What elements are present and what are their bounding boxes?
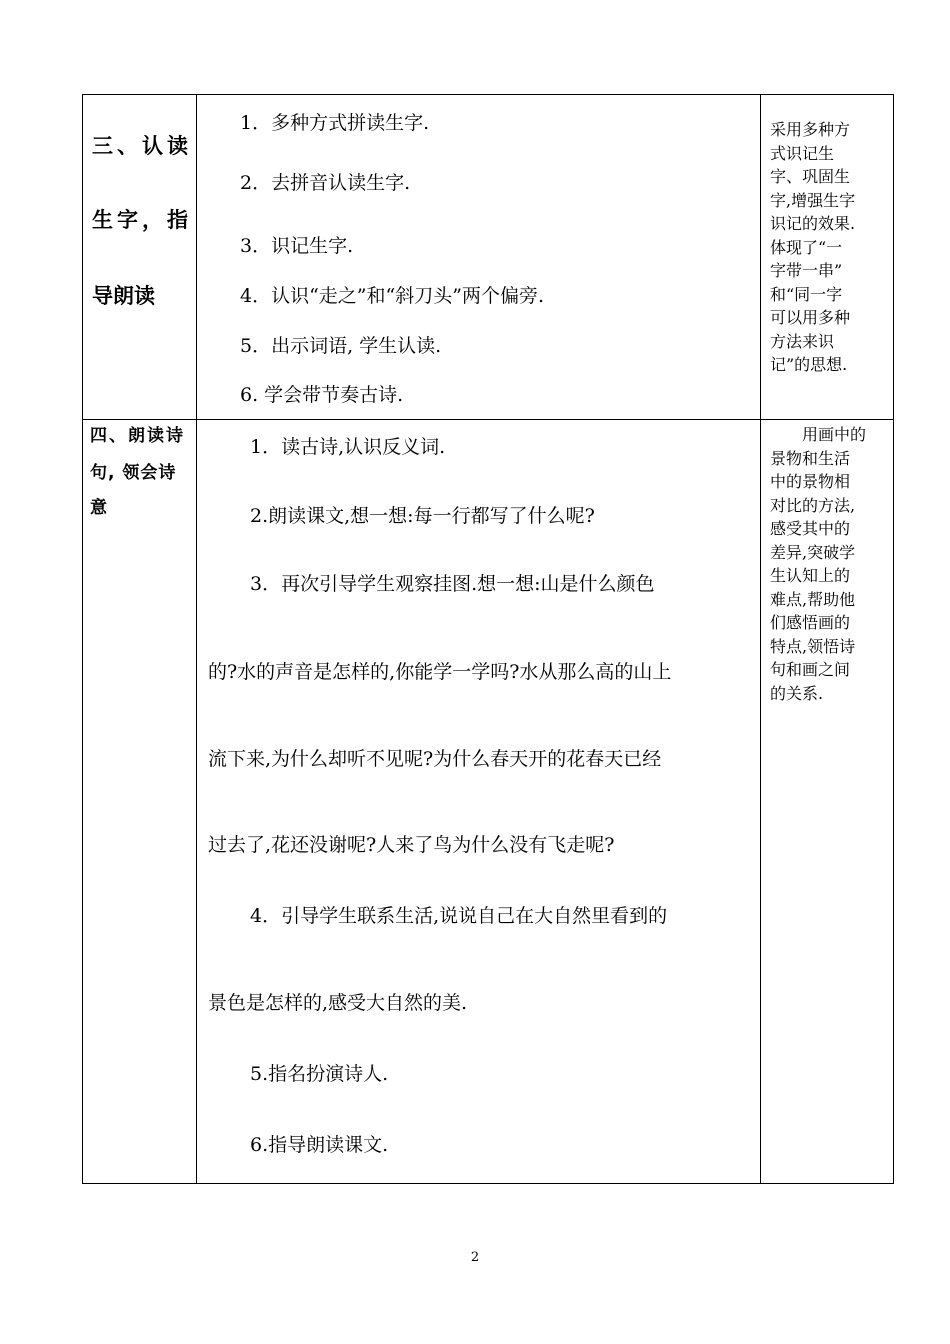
- note-line: 识记的效果.: [770, 214, 856, 233]
- section3-step: 4．认识“走之”和“斜刀头”两个偏旁.: [240, 285, 544, 307]
- section3-heading-line: 生字，指: [92, 208, 192, 232]
- section4-step: 1．读古诗,认识反义词.: [250, 436, 446, 458]
- section4-heading-line: 四、朗读诗: [90, 426, 185, 446]
- note-line: 字、巩固生: [770, 167, 851, 186]
- note-line: 字,增强生字: [770, 190, 856, 210]
- section3-note: [770, 118, 870, 377]
- note-line: 景物和生活: [770, 448, 851, 468]
- section4-step: 的?水的声音是怎样的,你能学一学吗?水从那么高的山上: [208, 661, 672, 683]
- section4-step: 6.指导朗读课文.: [250, 1134, 389, 1156]
- section3-step: 3．识记生字.: [240, 235, 354, 257]
- page-number: 2: [470, 1250, 480, 1265]
- section4-step: 流下来,为什么却听不见呢?为什么春天开的花春天已经: [208, 748, 662, 770]
- section4-heading-line: 句, 领会诗: [90, 463, 177, 483]
- note-line: 感受其中的: [770, 519, 851, 538]
- section4-note: [770, 423, 870, 705]
- note-line: 句和画之间: [770, 660, 851, 679]
- note-line: 记”的思想.: [770, 355, 848, 374]
- note-line: 式识记生: [770, 143, 835, 163]
- note-line: 生认知上的: [770, 566, 851, 585]
- note-line: 难点,帮助他: [770, 589, 856, 609]
- table-border-top: [82, 94, 894, 95]
- lesson-plan-table: [82, 94, 894, 1184]
- section4-step: 5.指名扮演诗人.: [250, 1063, 389, 1085]
- column-divider-1: [196, 94, 197, 1184]
- table-border-right: [893, 94, 894, 1184]
- section3-step: 2．去拼音认读生字.: [240, 172, 411, 194]
- section3-heading-line: 导朗读: [92, 284, 155, 308]
- section4-step: 过去了,花还没谢呢?人来了鸟为什么没有飞走呢?: [208, 834, 615, 856]
- note-line: 方法来识: [770, 331, 835, 351]
- section4-step: 2.朗读课文,想一想:每一行都写了什么呢?: [250, 505, 595, 527]
- note-line: 对比的方法,: [770, 495, 856, 515]
- table-border-bottom: [82, 1183, 894, 1184]
- section3-step: 6. 学会带节奏古诗.: [240, 384, 404, 406]
- section4-step: 景色是怎样的,感受大自然的美.: [208, 992, 468, 1014]
- note-line: 用画中的: [802, 425, 867, 444]
- note-line: 体现了“一: [770, 237, 843, 257]
- note-line: 可以用多种: [770, 308, 851, 327]
- section3-step: 1．多种方式拼读生字.: [240, 112, 430, 134]
- section4-heading-line: 意: [90, 498, 107, 518]
- section3-heading-line: 三、认读: [92, 134, 192, 158]
- note-line: 的关系.: [770, 683, 824, 703]
- row-divider: [82, 419, 894, 420]
- note-line: 采用多种方: [770, 120, 851, 139]
- section3-step: 5．出示词语, 学生认读.: [240, 335, 442, 357]
- note-line: 们感悟画的: [770, 613, 851, 632]
- section4-step: 3．再次引导学生观察挂图.想一想:山是什么颜色: [250, 573, 655, 595]
- note-line: 字带一串”: [770, 261, 843, 280]
- section4-step: 4．引导学生联系生活,说说自己在大自然里看到的: [250, 905, 668, 927]
- note-line: 和“同一字: [770, 284, 843, 304]
- column-divider-2: [760, 94, 761, 1184]
- table-border-left: [82, 94, 83, 1184]
- note-line: 特点,领悟诗: [770, 636, 856, 656]
- note-line: 差异,突破学: [770, 542, 856, 562]
- note-line: 中的景物相: [770, 472, 851, 491]
